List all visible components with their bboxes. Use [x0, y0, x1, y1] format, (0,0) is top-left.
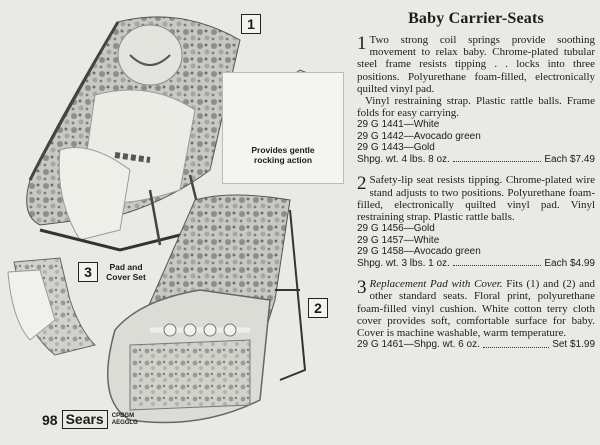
- price-line: [357, 258, 595, 270]
- sku-line: 29 G 1443—Gold: [357, 142, 435, 154]
- price: Each $7.49: [544, 153, 595, 165]
- item-number: 1: [357, 33, 367, 54]
- catalog-code-line1: CPBGM: [111, 412, 135, 419]
- sku-line: 29 G 1441—White: [357, 119, 440, 131]
- price-line: [357, 154, 595, 166]
- page-number: 98: [42, 411, 58, 428]
- item-description-text: Fits (1) and (2) and other standard seats. Floral print, polyurethane foam-filled vinyl cushion. White cotton terry cloth cover provides soft, comfortable surface for baby. Cover is machine washable, warm temperature.: [357, 278, 595, 340]
- product-item-3: [357, 278, 595, 351]
- sku-line: 29 G 1442—Avocado green: [357, 130, 481, 142]
- item-description: Two strong coil springs provide soothing movement to relax baby. Chrome-plated tubular steel frame resists tipping . . locks into three positions. Polyurethane foam-filled, electronically quilted vinyl pad.: [357, 34, 595, 95]
- sku-line: 29 G 1457—White: [357, 234, 440, 246]
- catalog-code: [112, 413, 138, 427]
- rocking-inset: [222, 72, 344, 184]
- callout-2: 2: [308, 298, 328, 318]
- sku-line: 29 G 1456—Gold: [357, 223, 435, 235]
- callout-3: 3: [78, 262, 98, 282]
- pad-caption-line2: Cover Set: [106, 272, 146, 282]
- inset-caption-line1: Provides gentle: [251, 145, 315, 155]
- item-description: Safety-lip seat resists tipping. Chrome-plated wire stand adjusts to two positions. Polyurethane foam-filled, electronically quilted vinyl pad. Vinyl restraining strap. Plastic rattle balls.: [357, 174, 595, 224]
- item-number: 2: [357, 173, 367, 195]
- item-number: 3: [357, 277, 367, 299]
- callout-1: 1: [241, 14, 261, 34]
- pad-caption-line1: Pad and: [109, 262, 143, 272]
- page-title: Baby Carrier-Seats: [408, 10, 544, 27]
- leader-dots: [453, 258, 542, 267]
- leader-dots: [453, 154, 542, 163]
- item-title: Replacement Pad with Cover.: [369, 278, 503, 291]
- shipping-weight: Shpg. wt. 4 lbs. 8 oz.: [357, 153, 450, 165]
- product-item-1: [357, 34, 595, 165]
- product-item-2: [357, 174, 595, 269]
- shipping-weight: Shpg. wt. 3 lbs. 1 oz.: [357, 257, 450, 269]
- sku-list: [357, 223, 595, 258]
- price: Set $1.99: [552, 339, 595, 351]
- inset-caption-line2: rocking action: [253, 155, 313, 165]
- catalog-code-line2: AEGGLG: [111, 419, 138, 426]
- seat-2-photo: [108, 195, 305, 423]
- price: Each $4.99: [544, 257, 595, 269]
- inset-caption: [223, 145, 343, 165]
- sku-list: [357, 119, 595, 154]
- item-description-extra: Vinyl restraining strap. Plastic rattle balls. Frame folds for easy carrying.: [357, 95, 595, 120]
- item-description: [357, 278, 595, 339]
- brand-logo: Sears: [62, 410, 108, 429]
- price-line: [357, 339, 595, 351]
- leader-dots: [483, 339, 549, 348]
- shipping-weight: 29 G 1461—Shpg. wt. 6 oz.: [357, 339, 480, 351]
- pad-caption: [100, 262, 152, 282]
- description-column: [357, 10, 595, 360]
- page-footer: [42, 410, 138, 429]
- sku-line: 29 G 1458—Avocado green: [357, 246, 481, 258]
